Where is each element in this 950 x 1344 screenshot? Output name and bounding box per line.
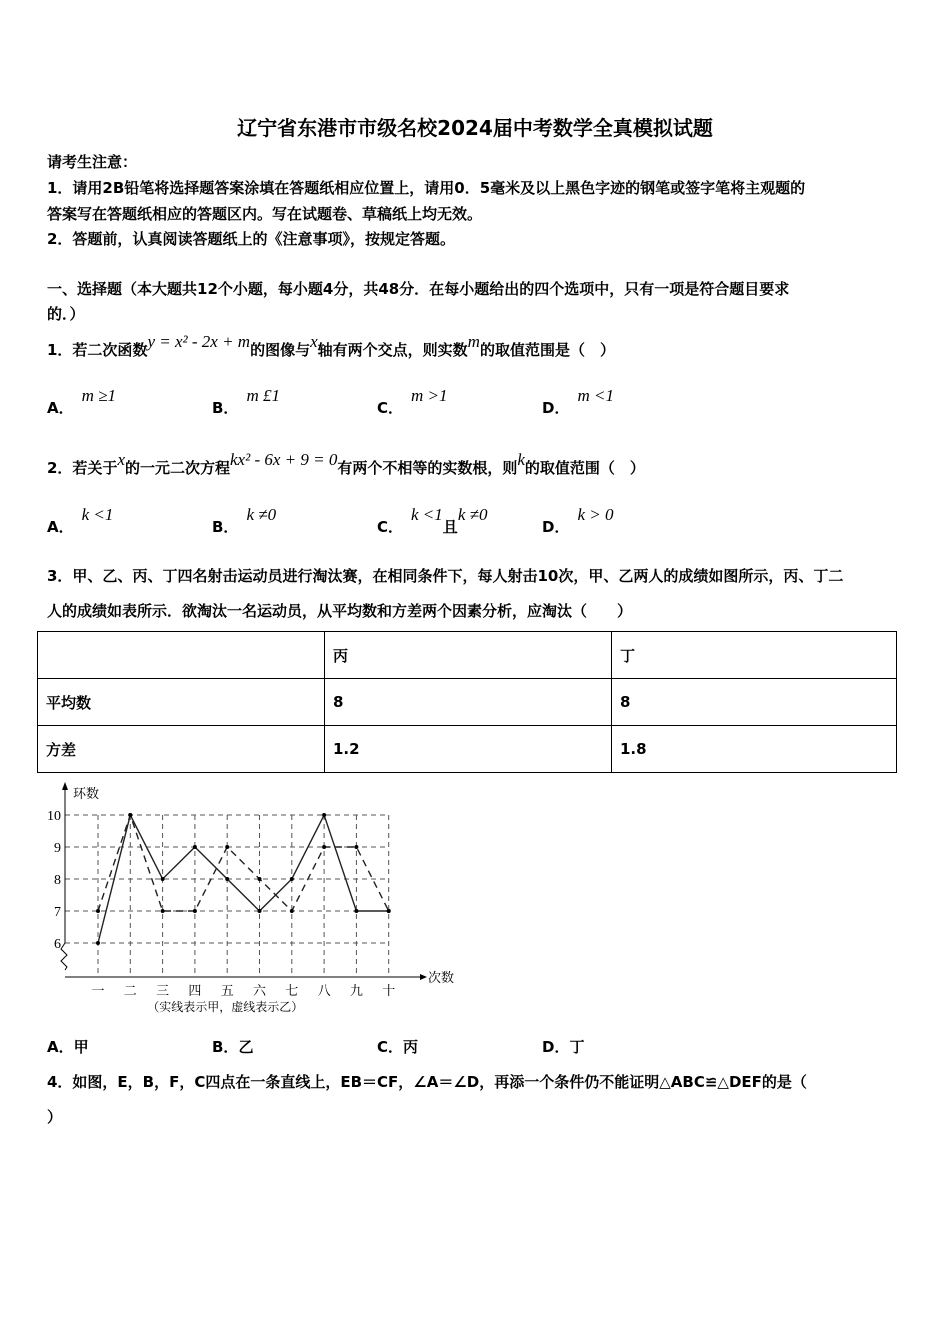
table-cell: 8 bbox=[612, 679, 897, 726]
q2-text: 的取值范围（ ） bbox=[524, 459, 645, 477]
table-row bbox=[38, 726, 897, 773]
q2-var: x bbox=[117, 450, 125, 469]
question-3: 3．甲、乙、丙、丁四名射击运动员进行淘汰赛，在相同条件下，每人射击10次，甲、乙两人的成绩如图所示，丙、丁二 bbox=[47, 567, 844, 585]
table-row bbox=[38, 679, 897, 726]
q3-option-d[interactable] bbox=[542, 1036, 584, 1057]
x-axis-label: 次数 bbox=[428, 971, 455, 986]
data-point bbox=[354, 909, 358, 913]
data-point bbox=[193, 845, 197, 849]
option-value: k > 0 bbox=[577, 505, 614, 524]
section-heading: 一、选择题（本大题共12个小题，每小题4分，共48分．在每小题给出的四个选项中，只有一项是符合题目要求 bbox=[47, 280, 790, 298]
q1-text: 轴有两个交点，则实数 bbox=[317, 341, 468, 359]
data-point bbox=[258, 909, 262, 913]
q1-var: m bbox=[467, 332, 480, 351]
option-label: B． bbox=[212, 518, 239, 536]
table-cell: 1.2 bbox=[325, 726, 612, 773]
y-axis-label: 环数 bbox=[73, 787, 100, 802]
option-label: B． bbox=[212, 399, 239, 417]
question-4-cont: ） bbox=[47, 1108, 63, 1126]
x-tick-label: 十 bbox=[382, 984, 396, 999]
data-point bbox=[128, 813, 132, 817]
q2-var: k bbox=[517, 450, 525, 469]
section-heading-cont: 的．） bbox=[47, 305, 85, 323]
q2-option-b[interactable] bbox=[212, 505, 277, 537]
data-point bbox=[290, 909, 294, 913]
q2-option-d[interactable] bbox=[542, 505, 614, 537]
table-cell: 8 bbox=[325, 679, 612, 726]
option-value: m ≥1 bbox=[81, 386, 116, 405]
x-axis-arrow bbox=[420, 974, 427, 980]
question-2 bbox=[47, 450, 645, 478]
axis-break-icon bbox=[61, 943, 67, 970]
table-header: 丁 bbox=[612, 632, 897, 679]
q1-option-b[interactable] bbox=[212, 386, 280, 418]
x-tick-label: 七 bbox=[285, 984, 299, 999]
table-header: 丙 bbox=[325, 632, 612, 679]
x-tick-label: 一 bbox=[91, 984, 105, 999]
option-label: C． bbox=[377, 399, 404, 417]
q2-text: 有两个不相等的实数根，则 bbox=[337, 459, 518, 477]
notice-line: 答案写在答题纸相应的答题区内。写在试题卷、草稿纸上均无效。 bbox=[47, 205, 483, 223]
data-point bbox=[290, 877, 294, 881]
x-tick-label: 八 bbox=[317, 984, 331, 999]
option-value: m £1 bbox=[246, 386, 280, 405]
option-value: 乙 bbox=[238, 1038, 254, 1056]
notice-line: 1．请用2B铅笔将选择题答案涂填在答题纸相应位置上，请用0．5毫米及以上黑色字迹的钢笔或签字笔将主观题的 bbox=[47, 179, 806, 197]
question-1 bbox=[47, 332, 615, 360]
table-cell: 方差 bbox=[38, 726, 325, 773]
option-label: D． bbox=[542, 518, 570, 536]
score-line-chart bbox=[30, 780, 460, 1020]
option-label: C． bbox=[377, 518, 404, 536]
option-label: C． bbox=[377, 1038, 404, 1056]
option-value: k <1 bbox=[411, 505, 443, 524]
q2-text: 的一元二次方程 bbox=[124, 459, 230, 477]
option-value: k ≠0 bbox=[457, 505, 488, 524]
q3-option-b[interactable] bbox=[212, 1036, 253, 1057]
q2-option-c[interactable] bbox=[377, 505, 488, 537]
data-point bbox=[161, 877, 165, 881]
data-point bbox=[354, 845, 358, 849]
table-cell: 1.8 bbox=[612, 726, 897, 773]
q1-option-a[interactable] bbox=[47, 386, 116, 418]
y-tick-label: 6 bbox=[54, 937, 61, 952]
option-value: m <1 bbox=[577, 386, 614, 405]
option-value: 丁 bbox=[569, 1038, 585, 1056]
data-point bbox=[96, 909, 100, 913]
option-conjunction: 且 bbox=[442, 518, 458, 536]
q1-option-d[interactable] bbox=[542, 386, 614, 418]
table-header-row bbox=[38, 632, 897, 679]
q3-option-c[interactable] bbox=[377, 1036, 418, 1057]
notice-heading: 请考生注意： bbox=[47, 153, 138, 171]
q2-formula: kx² - 6x + 9 = 0 bbox=[230, 450, 338, 469]
data-point bbox=[322, 845, 326, 849]
option-label: D． bbox=[542, 1038, 570, 1056]
option-label: A． bbox=[47, 399, 74, 417]
notice-line: 2．答题前，认真阅读答题纸上的《注意事项》，按规定答题。 bbox=[47, 230, 455, 248]
q1-text: 1．若二次函数 bbox=[47, 341, 148, 359]
data-point bbox=[258, 877, 262, 881]
q3-option-a[interactable] bbox=[47, 1036, 89, 1057]
q2-text: 2．若关于 bbox=[47, 459, 118, 477]
x-tick-label: 五 bbox=[220, 984, 234, 999]
data-point bbox=[161, 909, 165, 913]
data-point bbox=[225, 845, 229, 849]
option-value: 甲 bbox=[73, 1038, 89, 1056]
chart-caption: （实线表示甲，虚线表示乙） bbox=[147, 1000, 304, 1014]
y-tick-label: 10 bbox=[47, 809, 61, 824]
table-header bbox=[38, 632, 325, 679]
option-value: k <1 bbox=[81, 505, 114, 524]
y-axis-arrow bbox=[62, 782, 68, 790]
option-value: m >1 bbox=[411, 386, 448, 405]
x-tick-label: 四 bbox=[188, 984, 202, 999]
q1-var: x bbox=[310, 332, 318, 351]
y-tick-label: 9 bbox=[54, 841, 61, 856]
data-point bbox=[225, 877, 229, 881]
q1-text: 的图像与 bbox=[250, 341, 311, 359]
option-label: D． bbox=[542, 399, 570, 417]
q2-option-a[interactable] bbox=[47, 505, 114, 537]
question-4: 4．如图，E，B，F，C四点在一条直线上，EB＝CF，∠A＝∠D，再添一个条件仍不能证明△ABC≌△DEF的是（ bbox=[47, 1073, 807, 1091]
x-tick-label: 九 bbox=[349, 984, 363, 999]
q1-formula: y = x² - 2x + m bbox=[147, 332, 251, 351]
option-value: k ≠0 bbox=[246, 505, 277, 524]
table-cell: 平均数 bbox=[38, 679, 325, 726]
stats-table bbox=[37, 631, 897, 773]
option-label: B． bbox=[212, 1038, 239, 1056]
x-tick-label: 二 bbox=[123, 984, 137, 999]
x-tick-label: 三 bbox=[156, 984, 170, 999]
data-point bbox=[96, 941, 100, 945]
y-tick-label: 7 bbox=[54, 905, 61, 920]
series-line-乙 bbox=[98, 815, 389, 911]
page-title: 辽宁省东港市市级名校2024届中考数学全真模拟试题 bbox=[237, 116, 713, 140]
question-3-cont: 人的成绩如表所示．欲淘汰一名运动员，从平均数和方差两个因素分析，应淘汰（ ） bbox=[47, 602, 633, 620]
option-value: 丙 bbox=[403, 1038, 419, 1056]
data-point bbox=[193, 909, 197, 913]
x-tick-label: 六 bbox=[252, 984, 267, 999]
q1-option-c[interactable] bbox=[377, 386, 448, 418]
option-label: A． bbox=[47, 518, 74, 536]
q1-text: 的取值范围是（ ） bbox=[479, 341, 615, 359]
y-tick-label: 8 bbox=[54, 873, 61, 888]
option-label: A． bbox=[47, 1038, 74, 1056]
data-point bbox=[387, 909, 391, 913]
data-point bbox=[322, 813, 326, 817]
